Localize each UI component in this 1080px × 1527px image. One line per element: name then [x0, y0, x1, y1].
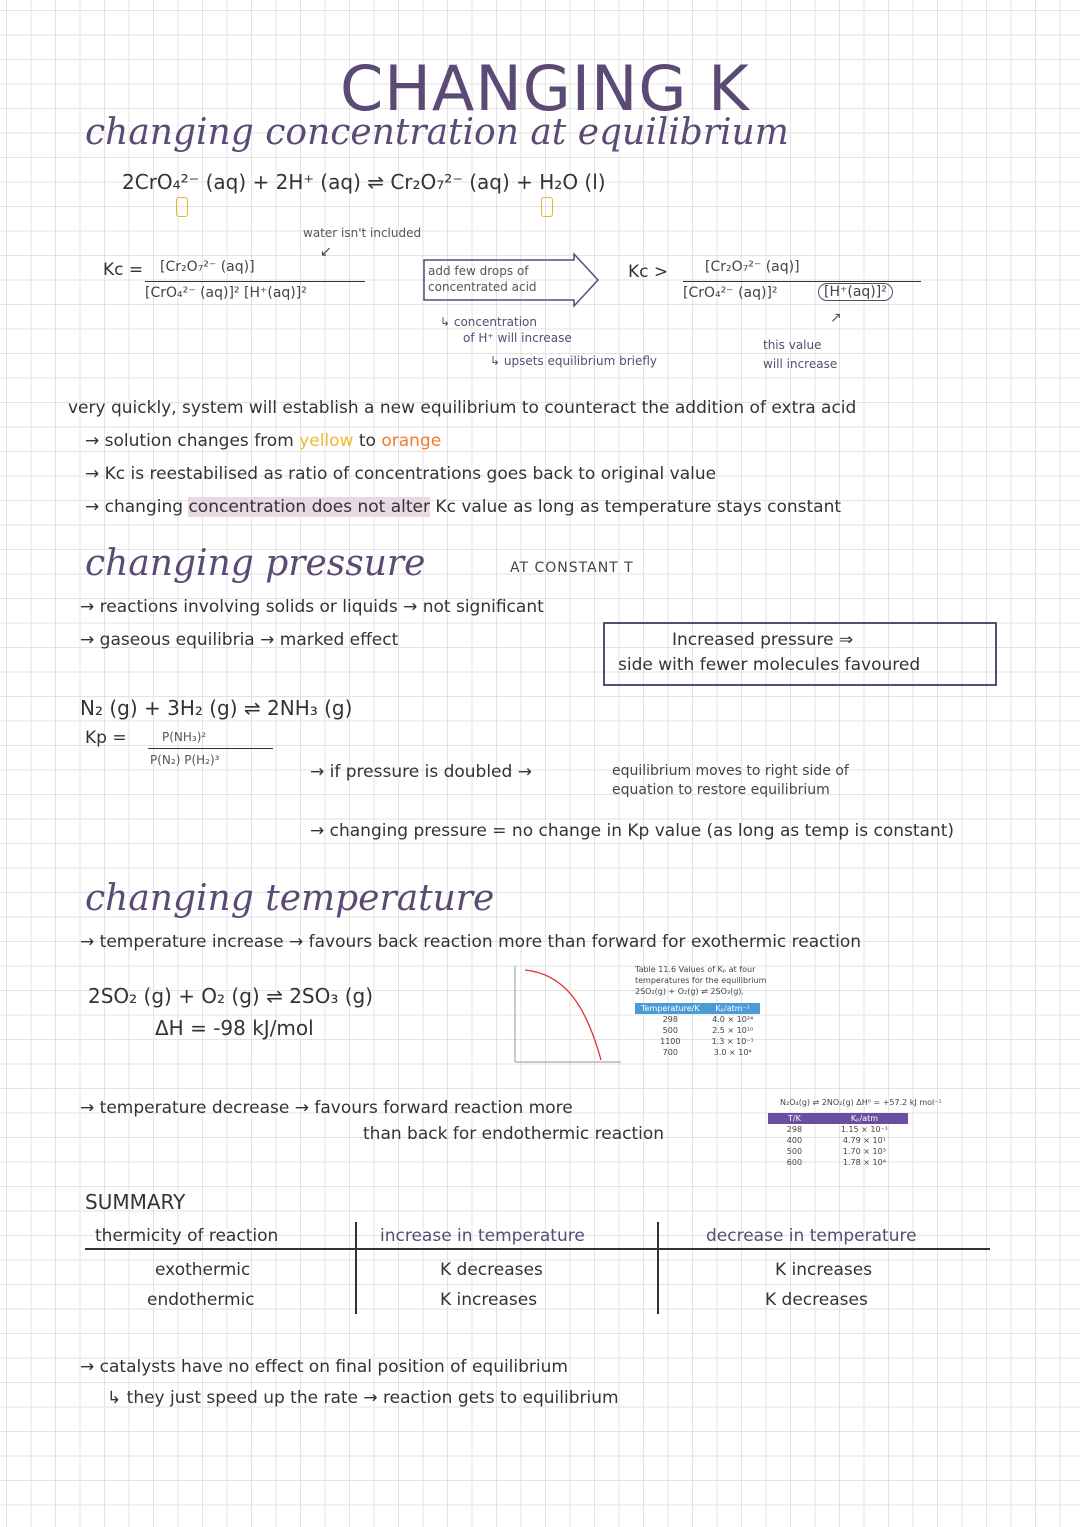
kc-numerator: [Cr₂O₇²⁻ (aq)]: [160, 259, 255, 275]
table-row: 500 1.70 × 10³: [786, 1147, 886, 1156]
kc2-label: Kc >: [628, 262, 669, 282]
table-row: 400 4.79 × 10¹: [786, 1136, 886, 1145]
value-note-1: this value: [763, 338, 822, 352]
kp-table-so3: [635, 1003, 760, 1058]
table1-caption-2: temperatures for the equilibrium: [635, 976, 767, 985]
pressure-box-line-1: Increased pressure ⇒: [672, 630, 854, 650]
summary-divider-1: [355, 1222, 357, 1314]
note-concentration: ↳ concentration: [440, 315, 537, 329]
table-row: 1100 1.3 × 10⁻¹: [660, 1037, 754, 1046]
summary-col-thermicity: thermicity of reaction: [95, 1226, 279, 1246]
kc-fraction-line: [145, 281, 365, 282]
summary-exo-increase: K decreases: [440, 1260, 543, 1280]
kp-denominator: P(N₂) P(H₂)³: [150, 753, 220, 767]
kc2-denominator: [CrO₄²⁻ (aq)]²: [683, 285, 778, 301]
summary-exothermic: exothermic: [155, 1260, 251, 1280]
table2-caption: N₂O₄(g) ⇌ 2NO₂(g) ΔH⁰ = +57.2 kJ mol⁻¹: [780, 1098, 942, 1107]
pressure-box-line-2: side with fewer molecules favoured: [618, 655, 921, 675]
kc-denominator: [CrO₄²⁻ (aq)]² [H⁺(aq)]²: [145, 285, 307, 301]
table-row: 298 1.15 × 10⁻¹: [786, 1125, 889, 1134]
equilibrium-moves-2: equation to restore equilibrium: [612, 782, 830, 798]
pressure-no-change-kp: → changing pressure = no change in Kp value (as long as temp is constant): [310, 821, 955, 841]
summary-col-increase: increase in temperature: [380, 1226, 585, 1246]
summary-endo-increase: K increases: [440, 1290, 538, 1310]
yellow-marker-right: [541, 197, 553, 217]
h-ion-circled: [H⁺(aq)]²: [818, 283, 893, 301]
table2-header-t: T/K: [768, 1113, 821, 1124]
curved-arrow-icon: ↙: [320, 244, 332, 260]
kc2-numerator: [Cr₂O₇²⁻ (aq)]: [705, 259, 800, 275]
temperature-decrease-line: → temperature decrease → favours forward reaction more: [80, 1098, 573, 1118]
contact-equation: 2SO₂ (g) + O₂ (g) ⇌ 2SO₃ (g): [88, 984, 374, 1008]
summary-title: SUMMARY: [85, 1190, 186, 1214]
table-row: 600 1.78 × 10⁴: [786, 1158, 886, 1167]
arrow-text-2: concentrated acid: [428, 280, 537, 294]
temperature-increase-line: → temperature increase → favours back reaction more than forward for exothermic reaction: [80, 932, 862, 952]
note-h-increase: of H⁺ will increase: [463, 331, 572, 345]
kc-label: Kc =: [103, 260, 144, 280]
table-row: 500 2.5 × 10¹⁰: [662, 1026, 754, 1035]
arrow-text-1: add few drops of: [428, 264, 529, 278]
note-upsets: ↳ upsets equilibrium briefly: [490, 354, 658, 368]
equilibrium-paragraph: very quickly, system will establish a new equilibrium to counteract the addition of extra acid: [68, 398, 857, 418]
kp-table-no2: [768, 1113, 908, 1168]
table-row: 700 3.0 × 10⁴: [662, 1048, 752, 1057]
kp-temperature-graph: [503, 962, 623, 1072]
water-note: water isn't included: [303, 226, 422, 240]
haber-equation: N₂ (g) + 3H₂ (g) ⇌ 2NH₃ (g): [80, 696, 353, 720]
pressure-doubled: → if pressure is doubled →: [310, 762, 532, 782]
temperature-decrease-line-2: than back for endothermic reaction: [363, 1124, 665, 1144]
page-title: CHANGING K: [340, 52, 750, 125]
catalyst-note: → catalysts have no effect on final position of equilibrium: [80, 1357, 568, 1377]
table2-header-kp: Kₚ/atm: [821, 1113, 908, 1124]
bullet-colour-change: → solution changes from yellow to orange: [85, 431, 442, 451]
kp-label: Kp =: [85, 728, 127, 748]
value-note-2: will increase: [763, 357, 838, 371]
summary-endo-decrease: K decreases: [765, 1290, 868, 1310]
summary-endothermic: endothermic: [147, 1290, 255, 1310]
at-constant-t: AT CONSTANT T: [510, 560, 634, 576]
kp-numerator: P(NH₃)²: [162, 730, 207, 744]
pressure-solids-liquids: → reactions involving solids or liquids → not significant: [80, 597, 544, 617]
chromate-equation: 2CrO₄²⁻ (aq) + 2H⁺ (aq) ⇌ Cr₂O₇²⁻ (aq) + H₂O (l): [122, 170, 606, 194]
table1-caption-3: 2SO₂(g) + O₂(g) ⇌ 2SO₃(g).: [635, 987, 744, 996]
table1-header-temp: Temperature/K: [635, 1003, 706, 1014]
summary-divider-2: [657, 1222, 659, 1314]
bullet-kc-reestablished: → Kc is reestabilised as ratio of concentrations goes back to original value: [85, 464, 717, 484]
temperature-heading: changing temperature: [85, 878, 495, 919]
kc2-fraction-line: [683, 281, 921, 282]
summary-header-rule: [85, 1248, 990, 1250]
concentration-heading: changing concentration at equilibrium: [85, 112, 789, 153]
yellow-marker-left: [176, 197, 188, 217]
pressure-heading: changing pressure: [85, 543, 426, 584]
table-row: 298 4.0 × 10²⁴: [662, 1015, 754, 1024]
pressure-gaseous: → gaseous equilibria → marked effect: [80, 630, 399, 650]
kp-fraction-line: [148, 748, 273, 749]
catalyst-subnote: ↳ they just speed up the rate → reaction gets to equilibrium: [107, 1388, 619, 1408]
summary-exo-decrease: K increases: [775, 1260, 873, 1280]
equilibrium-moves-1: equilibrium moves to right side of: [612, 763, 849, 779]
bullet-kc-constant: → changing concentration does not alter Kc value as long as temperature stays constant: [85, 497, 842, 517]
table1-header-kp: Kₚ/atm⁻¹: [706, 1003, 760, 1014]
enthalpy-change: ΔH = -98 kJ/mol: [155, 1016, 314, 1040]
table1-caption-1: Table 11.6 Values of Kₚ at four: [635, 965, 756, 974]
summary-col-decrease: decrease in temperature: [706, 1226, 917, 1246]
up-arrow-icon: ↗: [830, 310, 842, 326]
